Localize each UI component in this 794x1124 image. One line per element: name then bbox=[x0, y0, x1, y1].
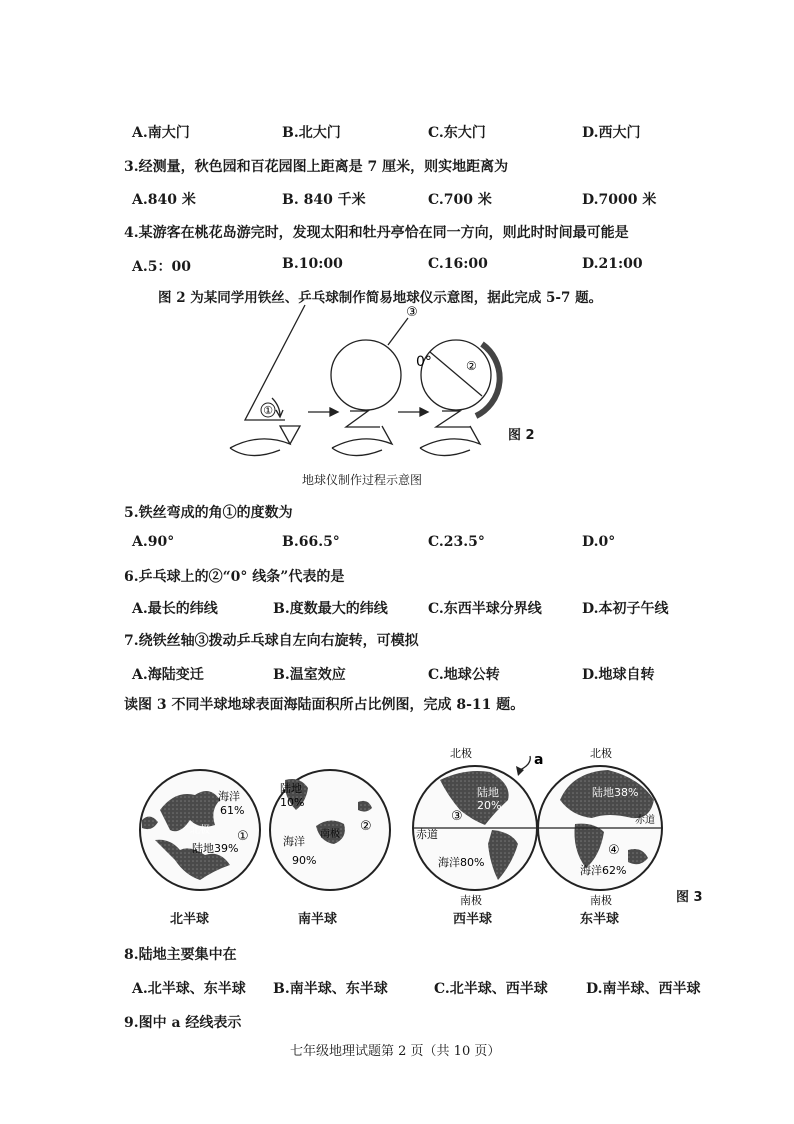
south-land-label: 陆地 bbox=[280, 782, 302, 795]
q7-option-c: C.地球公转 bbox=[428, 667, 500, 683]
west-land-label: 陆地 bbox=[477, 786, 499, 799]
east-equator-label: 赤道 bbox=[635, 815, 655, 826]
fig2-caption: 地球仪制作过程示意图 bbox=[302, 473, 423, 487]
q4-stem: 4.某游客在桃花岛游完时，发现太阳和牡丹亭恰在同一方向，则此时时间最可能是 bbox=[124, 225, 629, 241]
south-land-pct: 10% bbox=[280, 796, 305, 809]
east-bottom-label: 南极 bbox=[590, 894, 612, 907]
north-num: ① bbox=[237, 829, 249, 844]
west-ocean-label: 海洋80% bbox=[438, 856, 485, 869]
q8-option-c: C.北半球、西半球 bbox=[434, 981, 548, 997]
west-num: ③ bbox=[451, 809, 463, 824]
q3-option-b: B. 840 千米 bbox=[282, 192, 366, 208]
south-ocean-pct: 90% bbox=[292, 854, 317, 867]
q8-option-d: D.南半球、西半球 bbox=[586, 981, 701, 997]
west-equator-label: 赤道 bbox=[416, 828, 438, 841]
fig2-mark-3: ③ bbox=[406, 305, 418, 320]
q6-option-b: B.度数最大的纬线 bbox=[273, 601, 388, 617]
q4-option-c: C.16:00 bbox=[428, 256, 488, 272]
east-land-label: 陆地38% bbox=[592, 786, 639, 799]
q5-stem: 5.铁丝弯成的角①的度数为 bbox=[124, 505, 293, 521]
q6-stem: 6.乒乓球上的②“0° 线条”代表的是 bbox=[124, 569, 345, 585]
south-num: ② bbox=[360, 819, 372, 834]
ball-stage-2 bbox=[331, 340, 401, 410]
west-a-label: a bbox=[534, 752, 544, 768]
east-top-label: 北极 bbox=[590, 747, 612, 760]
ball-stage-3 bbox=[421, 340, 491, 410]
q3-stem: 3.经测量，秋色园和百花园图上距离是 7 厘米，则实地距离为 bbox=[124, 159, 509, 175]
page-footer: 七年级地理试题第 2 页（共 10 页） bbox=[290, 1044, 501, 1059]
q6-option-d: D.本初子午线 bbox=[582, 601, 669, 617]
intro-fig2: 图 2 为某同学用铁丝、乒乓球制作简易地球仪示意图，据此完成 5-7 题。 bbox=[158, 290, 603, 306]
q3-option-a: A.840 米 bbox=[132, 192, 196, 208]
q7-option-a: A.海陆变迁 bbox=[132, 667, 204, 683]
q2-option-c: C.东大门 bbox=[428, 125, 486, 141]
west-bottom-label: 南极 bbox=[460, 894, 482, 907]
q8-stem: 8.陆地主要集中在 bbox=[124, 947, 237, 963]
fig3-label: 图 3 bbox=[676, 890, 703, 905]
q5-option-c: C.23.5° bbox=[428, 534, 485, 550]
q2-option-a: A.南大门 bbox=[132, 125, 190, 141]
fig2-mark-2: ② bbox=[466, 359, 477, 373]
q7-option-b: B.温室效应 bbox=[273, 667, 346, 683]
q2-option-b: B.北大门 bbox=[282, 125, 341, 141]
fig2-label: 图 2 bbox=[508, 428, 535, 443]
south-name: 南半球 bbox=[298, 912, 338, 927]
q5-option-a: A.90° bbox=[132, 534, 175, 550]
q7-option-d: D.地球自转 bbox=[582, 667, 655, 683]
fig2-mark-1: ① bbox=[263, 404, 273, 417]
q6-option-a: A.最长的纬线 bbox=[132, 601, 218, 617]
west-top-label: 北极 bbox=[450, 747, 472, 760]
west-name: 西半球 bbox=[453, 912, 493, 927]
figure-3 bbox=[120, 740, 720, 930]
north-land-label: 陆地39% bbox=[192, 842, 239, 855]
east-num: ④ bbox=[608, 843, 620, 858]
q2-option-d: D.西大门 bbox=[582, 125, 641, 141]
q5-option-d: D.0° bbox=[582, 534, 616, 550]
fig2-zero-label: 0° bbox=[416, 354, 432, 370]
q4-option-b: B.10:00 bbox=[282, 256, 343, 272]
north-ocean-pct: 61% bbox=[220, 804, 245, 817]
q8-option-a: A.北半球、东半球 bbox=[132, 981, 246, 997]
q4-option-a: A.5：00 bbox=[132, 259, 191, 275]
south-pole-label: 南极 bbox=[320, 829, 340, 840]
north-pole-label: 北极 bbox=[190, 825, 210, 836]
globe-west bbox=[413, 756, 537, 890]
q6-option-c: C.东西半球分界线 bbox=[428, 601, 542, 617]
q3-option-c: C.700 米 bbox=[428, 192, 492, 208]
figure-2 bbox=[220, 300, 550, 490]
west-land-pct: 20% bbox=[477, 799, 502, 812]
intro-fig3: 读图 3 不同半球地球表面海陆面积所占比例图，完成 8-11 题。 bbox=[124, 697, 525, 713]
q9-stem: 9.图中 a 经线表示 bbox=[124, 1015, 242, 1031]
east-name: 东半球 bbox=[580, 912, 620, 927]
wire-stage-1 bbox=[245, 305, 305, 420]
south-ocean-label: 海洋 bbox=[283, 835, 305, 848]
north-name: 北半球 bbox=[170, 912, 210, 927]
q7-stem: 7.绕铁丝轴③拨动乒乓球自左向右旋转，可模拟 bbox=[124, 633, 419, 649]
q4-option-d: D.21:00 bbox=[582, 256, 643, 272]
q8-option-b: B.南半球、东半球 bbox=[273, 981, 388, 997]
q3-option-d: D.7000 米 bbox=[582, 192, 657, 208]
east-ocean-label: 海洋62% bbox=[580, 864, 627, 877]
north-ocean-label: 海洋 bbox=[218, 790, 240, 803]
q5-option-b: B.66.5° bbox=[282, 534, 340, 550]
